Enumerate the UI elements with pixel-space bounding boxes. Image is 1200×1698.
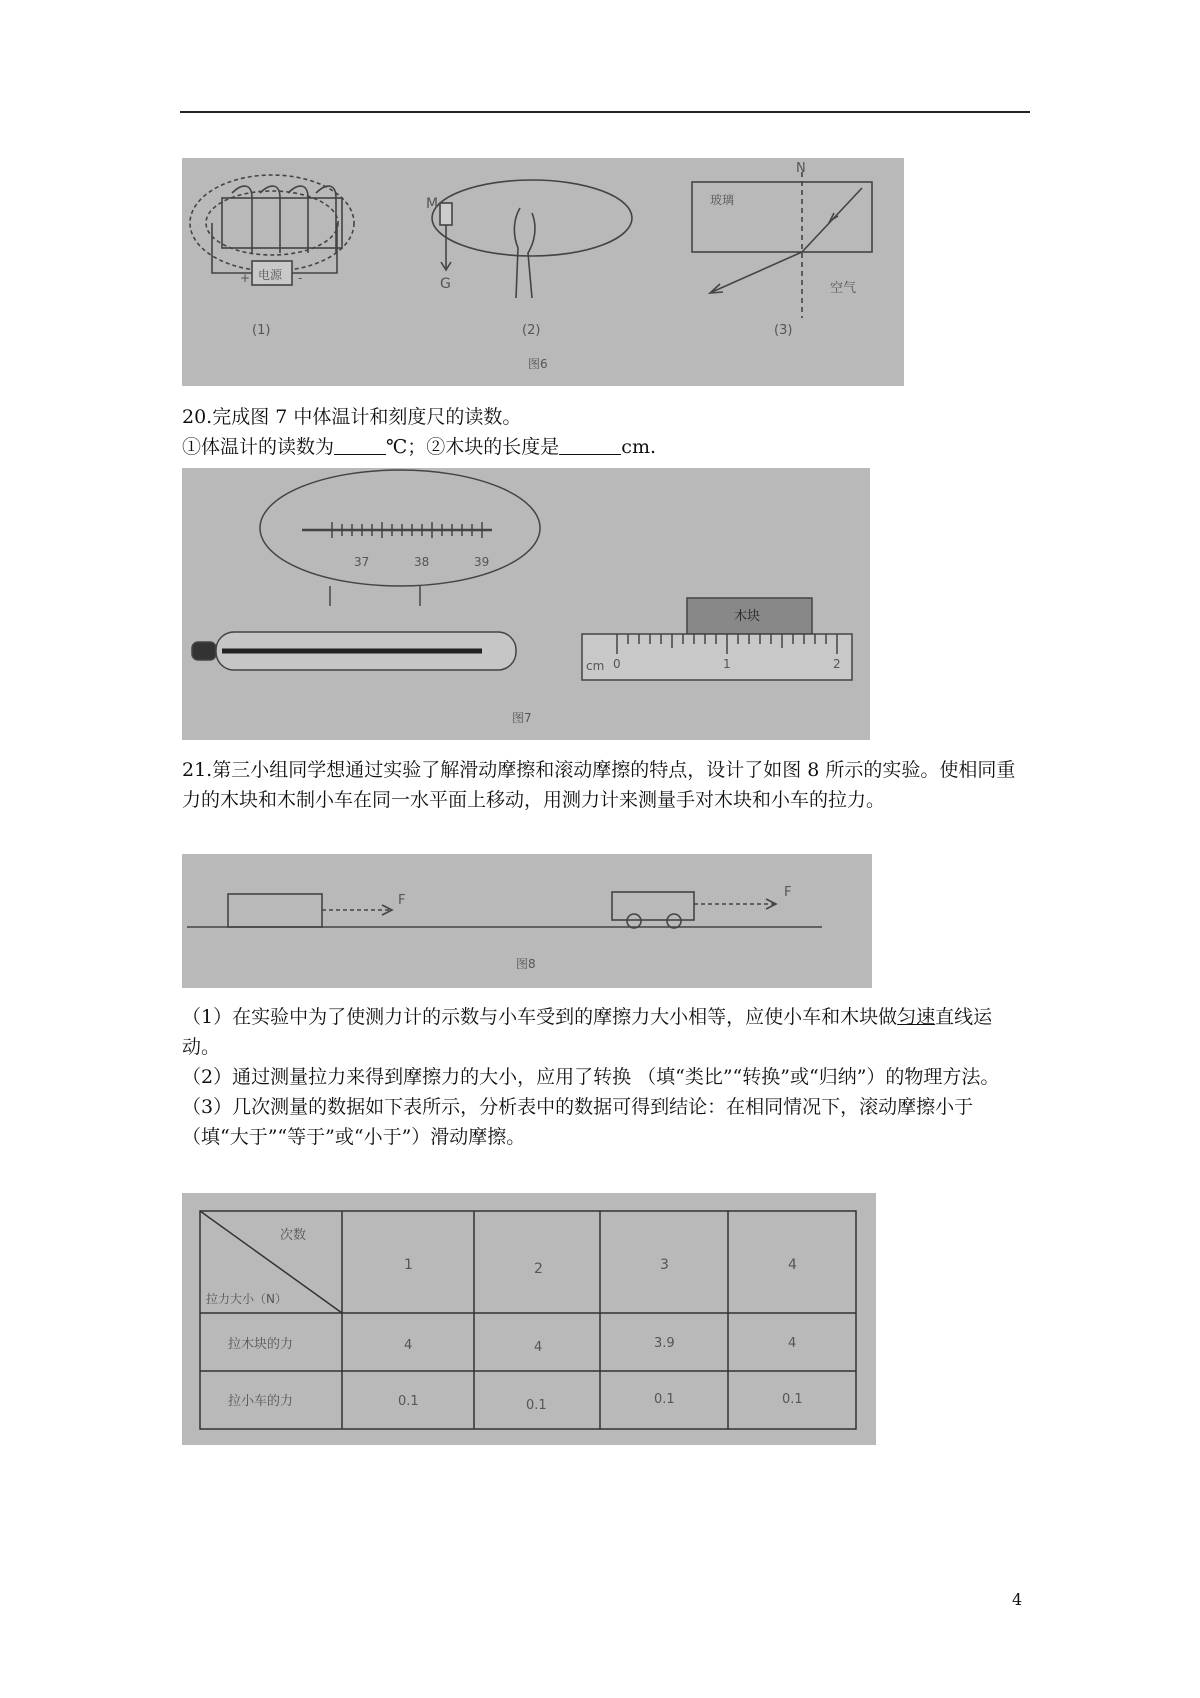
data-table-photo xyxy=(182,1193,876,1445)
cart-value-1: 0.1 xyxy=(398,1394,419,1409)
q21-intro: 21.第三小组同学想通过实验了解滑动摩擦和滚动摩擦的特点，设计了如图 8 所示的实验。使相同重力的木块和木制小车在同一水平面上移动，用测力计来测量手对木块和小车的拉力。 xyxy=(182,759,1016,811)
row-cart-label: 拉小车的力 xyxy=(228,1394,294,1409)
cart-value-2: 0.1 xyxy=(526,1398,547,1413)
force-label-cart: F xyxy=(784,885,792,900)
header-trials: 次数 xyxy=(280,1228,307,1243)
q20-line2 xyxy=(182,432,1030,462)
header-force: 拉力大小（N） xyxy=(206,1292,287,1306)
ruler-tick-2: 2 xyxy=(833,657,841,671)
trial-3: 3 xyxy=(660,1257,669,1273)
ruler-tick-1: 1 xyxy=(723,657,731,671)
q21-part2: （2）通过测量拉力来得到摩擦力的大小，应用了转换 （填“类比”“转换”或“归纳”）的物理方法。 xyxy=(182,1066,1000,1088)
panel-2-caption: (2) xyxy=(522,323,541,338)
q20-part1: ①体温计的读数为 xyxy=(182,436,335,458)
thermo-tick-37: 37 xyxy=(354,555,370,569)
thermometer-answer-blank[interactable] xyxy=(334,436,386,455)
q20-part2: ②木块的长度是 xyxy=(426,436,560,458)
figure-6-photo xyxy=(182,158,904,386)
block-value-2: 4 xyxy=(534,1340,543,1355)
data-table-grid xyxy=(200,1211,856,1429)
minus-terminal: - xyxy=(298,271,303,285)
q20-text xyxy=(182,402,1030,462)
block-label: 木块 xyxy=(734,609,761,624)
pendulum-diagram xyxy=(432,180,632,298)
label-g: G xyxy=(440,276,451,292)
thermo-tick-38: 38 xyxy=(414,555,430,569)
ruler-unit: cm xyxy=(586,659,605,673)
block-value-4: 4 xyxy=(788,1336,797,1351)
q20-unit1: ℃； xyxy=(386,436,427,458)
block-value-1: 4 xyxy=(404,1338,413,1353)
q21-part1-answer: 匀速 xyxy=(897,1006,936,1028)
panel-3-caption: (3) xyxy=(774,323,793,338)
normal-label: N xyxy=(796,161,806,176)
row-block-label: 拉木块的力 xyxy=(228,1337,294,1352)
panel-1-caption: (1) xyxy=(252,323,271,338)
force-label-block: F xyxy=(398,893,406,908)
q20-unit2: cm. xyxy=(621,436,656,458)
figure-6-label: 图6 xyxy=(528,357,548,371)
q21-part3: （3）几次测量的数据如下表所示，分析表中的数据可得到结论：在相同情况下，滚动摩擦小于（填“大于”“等于”或“小于”）滑动摩擦。 xyxy=(182,1096,974,1148)
cart-value-3: 0.1 xyxy=(654,1392,675,1407)
cart-value-4: 0.1 xyxy=(782,1392,803,1407)
q21-parts xyxy=(182,1002,1030,1152)
block-value-3: 3.9 xyxy=(654,1336,675,1351)
label-m: M xyxy=(426,196,439,212)
figure-8-label: 图8 xyxy=(516,957,536,971)
header-rule xyxy=(180,111,1030,113)
trial-4: 4 xyxy=(788,1257,797,1273)
power-label: 电源 xyxy=(258,268,283,282)
thermo-tick-39: 39 xyxy=(474,555,490,569)
plus-terminal: + xyxy=(240,271,251,285)
trial-1: 1 xyxy=(404,1257,413,1273)
figure-7-photo xyxy=(182,468,870,740)
ruler-diagram xyxy=(582,598,852,680)
ruler-tick-0: 0 xyxy=(613,657,621,671)
figure-7-label: 图7 xyxy=(512,711,532,725)
glass-label: 玻璃 xyxy=(710,193,735,207)
q21-part1: （1）在实验中为了使测力计的示数与小车受到的摩擦力大小相等，应使小车和木块做匀速直线运动。 xyxy=(182,1006,993,1058)
trial-2: 2 xyxy=(534,1261,543,1277)
friction-setup xyxy=(187,892,822,928)
thermometer-body xyxy=(192,632,516,670)
thermometer-zoom xyxy=(260,470,540,606)
length-answer-blank[interactable] xyxy=(559,436,621,455)
figure-8-photo xyxy=(182,854,872,988)
q20-line1: 20.完成图 7 中体温计和刻度尺的读数。 xyxy=(182,406,522,428)
air-label: 空气 xyxy=(830,281,857,296)
page-number: 4 xyxy=(1012,1590,1023,1609)
